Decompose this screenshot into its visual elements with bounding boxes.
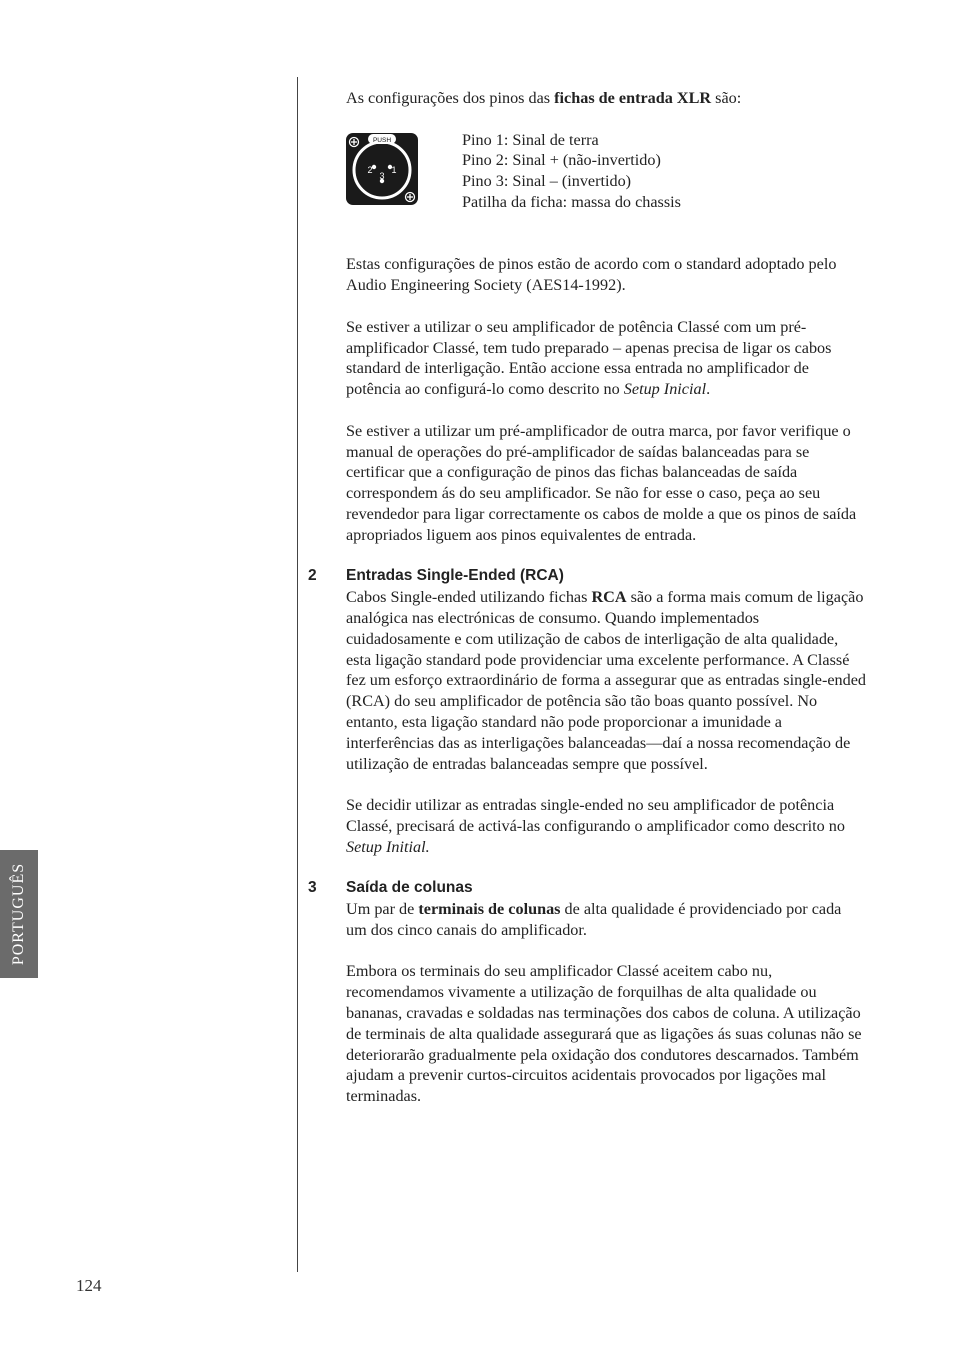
page-number: 124: [76, 1276, 102, 1295]
section-number: 2: [308, 567, 317, 585]
pin3-label: 3: [379, 170, 385, 181]
s2-bold: RCA: [591, 588, 627, 607]
classe-text: Se estiver a utilizar o seu amplificador de potência Classé com um pré-amplificador Classé, tem tudo preparado – apenas precisa de ligar os cabos standard de interligação. Então accione essa entrada no amplificador de potência ao configurá-lo como descrito no: [346, 317, 832, 399]
s3-text-end: de alta qualidade é providenciado por cada um dos cinco canais do amplificador.: [346, 900, 842, 939]
classe-paragraph: [346, 317, 866, 400]
other-brand-paragraph: Se estiver a utilizar um pré-amplificador de outra marca, por favor verifique o manual de operações do pré-amplificador de saídas balanceadas para se certificar que a configuração de pinos das fichas balanceadas de saída correspondem ás do seu amplificador. Se não for esse o caso, peça ao seu revendedor para ligar correctamente os cabos de molde a que os pinos de saída apropriados liguem aos pinos equivalentes de entrada.: [346, 421, 857, 544]
section-heading: Saída de colunas: [346, 879, 473, 897]
pin-item: Pino 1: Sinal de terra: [462, 130, 599, 149]
s3-text: Um par de: [346, 900, 419, 919]
intro-text: As configurações dos pinos das: [346, 89, 555, 107]
section-number: 3: [308, 879, 317, 897]
s2-p2-italic: Setup Initial.: [346, 837, 430, 856]
column-divider: [297, 77, 298, 1272]
xlr-connector-icon: [346, 133, 418, 205]
section-3-paragraph-2: Embora os terminais do seu amplificador Classé aceitem cabo nu, recomendamos vivamente a utilização de forquilhas de alta qualidade ou bananas, cravadas e soldadas nas terminações dos cabos de coluna. A utilização de terminais de alta qualidade assegurará que as ligações ás suas colunas não se deteriorarão gradualmente pela oxidação dos condutores descarnados. Também ajudam a prevenir curtos-circuitos acidentais provocados por ligações mal terminadas.: [346, 962, 862, 1106]
intro-paragraph: [346, 88, 866, 109]
s2-text-end: são a forma mais comum de ligação analógica nas electrónicas de consumo. Quando implementados cuidadosamente e com utilização de cabos de interligação de alta qualidade, esta ligação standard pode providenciar uma excelente performance. A Classé fez um esforço extraordinário de forma a assegurar que as entradas single-ended (RCA) do seu amplificador de potência são tão boas quanto possível. No entanto, esta ligação standard não pode proporcionar a imunidade a interferências das as interligações balanceadas—daí a nossa recomendação de utilização de entradas balanceadas sempre que possível.: [346, 588, 867, 773]
section-2: [308, 566, 867, 857]
pin-item: Pino 2: Sinal + (não-invertido): [462, 151, 661, 170]
s2-text: Cabos Single-ended utilizando fichas: [346, 588, 592, 607]
section-2-paragraph-2: [346, 795, 866, 857]
xlr-pin-block: [346, 130, 866, 234]
section-3-paragraph-1: [346, 899, 866, 941]
section-3: [308, 878, 866, 1107]
language-label: PORTUGUÊS: [10, 862, 27, 966]
classe-italic: Setup Inicial: [623, 380, 707, 399]
pin2-label: 2: [367, 164, 373, 175]
intro-text-end: são:: [711, 89, 742, 107]
main-content: [308, 88, 867, 1128]
section-2-paragraph-1: [346, 587, 866, 774]
pin-item: Patilha da ficha: massa do chassis: [462, 192, 681, 211]
aes-paragraph: Estas configurações de pinos estão de acordo com o standard adoptado pelo Audio Engineering Society (AES14-1992).: [346, 255, 837, 295]
pin-item: Pino 3: Sinal – (invertido): [462, 172, 632, 191]
s3-bold: terminais de colunas: [418, 900, 561, 919]
section-heading: Entradas Single-Ended (RCA): [346, 567, 564, 585]
intro-bold: fichas de entrada XLR: [554, 89, 712, 107]
s2-p2-text: Se decidir utilizar as entradas single-ended no seu amplificador de potência Classé, precisará de activá-las configurando o amplificador como descrito no: [346, 796, 845, 835]
push-label: PUSH: [372, 136, 392, 144]
pin1-label: 1: [391, 164, 397, 175]
classe-end: .: [706, 380, 711, 399]
pin-list: [462, 130, 681, 213]
language-tab: [0, 850, 38, 978]
